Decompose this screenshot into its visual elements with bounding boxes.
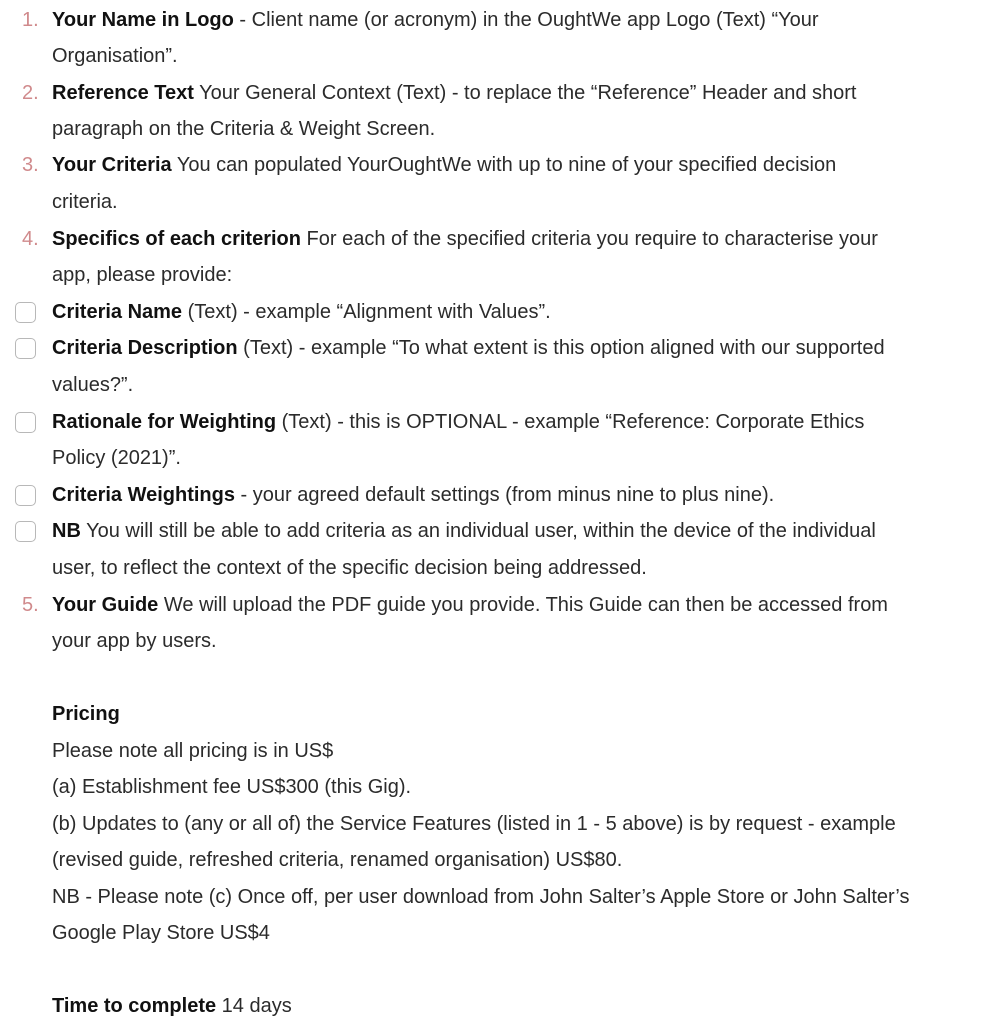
item-title: Reference Text [52,82,194,104]
item-text-cont: your app by users. [52,630,217,652]
item-text-cont: criteria. [52,191,118,213]
checkbox[interactable] [15,338,36,359]
checklist-title: Criteria Name [52,301,183,323]
checklist-title: Criteria Weightings [52,484,235,506]
checklist-title: Rationale for Weighting [52,411,277,433]
checklist-text: You will still be able to add criteria as an individual user, within the device of the individual [80,520,876,542]
list-number: 4. [22,228,39,250]
item-text-cont: Organisation”. [52,45,178,67]
item-text-cont: app, please provide: [52,264,233,286]
pricing-line: NB - Please note (c) Once off, per user download from John Salter’s Apple Store or John Salter’s [52,886,910,908]
item-title: Your Criteria [52,154,172,176]
checkbox[interactable] [15,521,36,542]
item-text-cont: paragraph on the Criteria & Weight Screen. [52,118,436,140]
item-title: Your Guide [52,594,159,616]
item-text: Your General Context (Text) - to replace the “Reference” Header and short [193,82,857,104]
checkbox[interactable] [15,412,36,433]
checklist-text: - your agreed default settings (from minus nine to plus nine). [235,484,775,506]
checklist-title: NB [52,520,81,542]
checklist-text-cont: Policy (2021)”. [52,447,181,469]
pricing-line: (revised guide, refreshed criteria, renamed organisation) US$80. [52,849,623,871]
time-to-complete-value: 14 days [216,995,292,1017]
pricing-line: Google Play Store US$4 [52,922,270,944]
list-number: 2. [22,82,39,104]
list-number: 1. [22,9,39,31]
checklist-text-cont: user, to reflect the context of the specific decision being addressed. [52,557,647,579]
checklist-text: (Text) - this is OPTIONAL - example “Reference: Corporate Ethics [276,411,865,433]
pricing-line: Please note all pricing is in US$ [52,740,334,762]
pricing-line: (b) Updates to (any or all of) the Service Features (listed in 1 - 5 above) is by request - example [52,813,896,835]
time-to-complete [52,994,292,1018]
checklist-text: (Text) - example “Alignment with Values”. [182,301,551,323]
item-text: - Client name (or acronym) in the OughtWe app Logo (Text) “Your [233,9,819,31]
list-number: 3. [22,154,39,176]
checklist-text-cont: values?”. [52,374,134,396]
item-text: For each of the specified criteria you require to characterise your [300,228,878,250]
pricing-line: (a) Establishment fee US$300 (this Gig). [52,776,412,798]
time-to-complete-label: Time to complete [52,995,217,1017]
item-text: You can populated YourOughtWe with up to nine of your specified decision [171,154,837,176]
item-title: Your Name in Logo [52,9,234,31]
item-title: Specifics of each criterion [52,228,301,250]
checklist-title: Criteria Description [52,337,238,359]
list-number: 5. [22,594,39,616]
checkbox[interactable] [15,485,36,506]
item-text: We will upload the PDF guide you provide. This Guide can then be accessed from [158,594,888,616]
checkbox[interactable] [15,302,36,323]
pricing-heading: Pricing [52,703,120,725]
checklist-text: (Text) - example “To what extent is this option aligned with our supported [237,337,885,359]
